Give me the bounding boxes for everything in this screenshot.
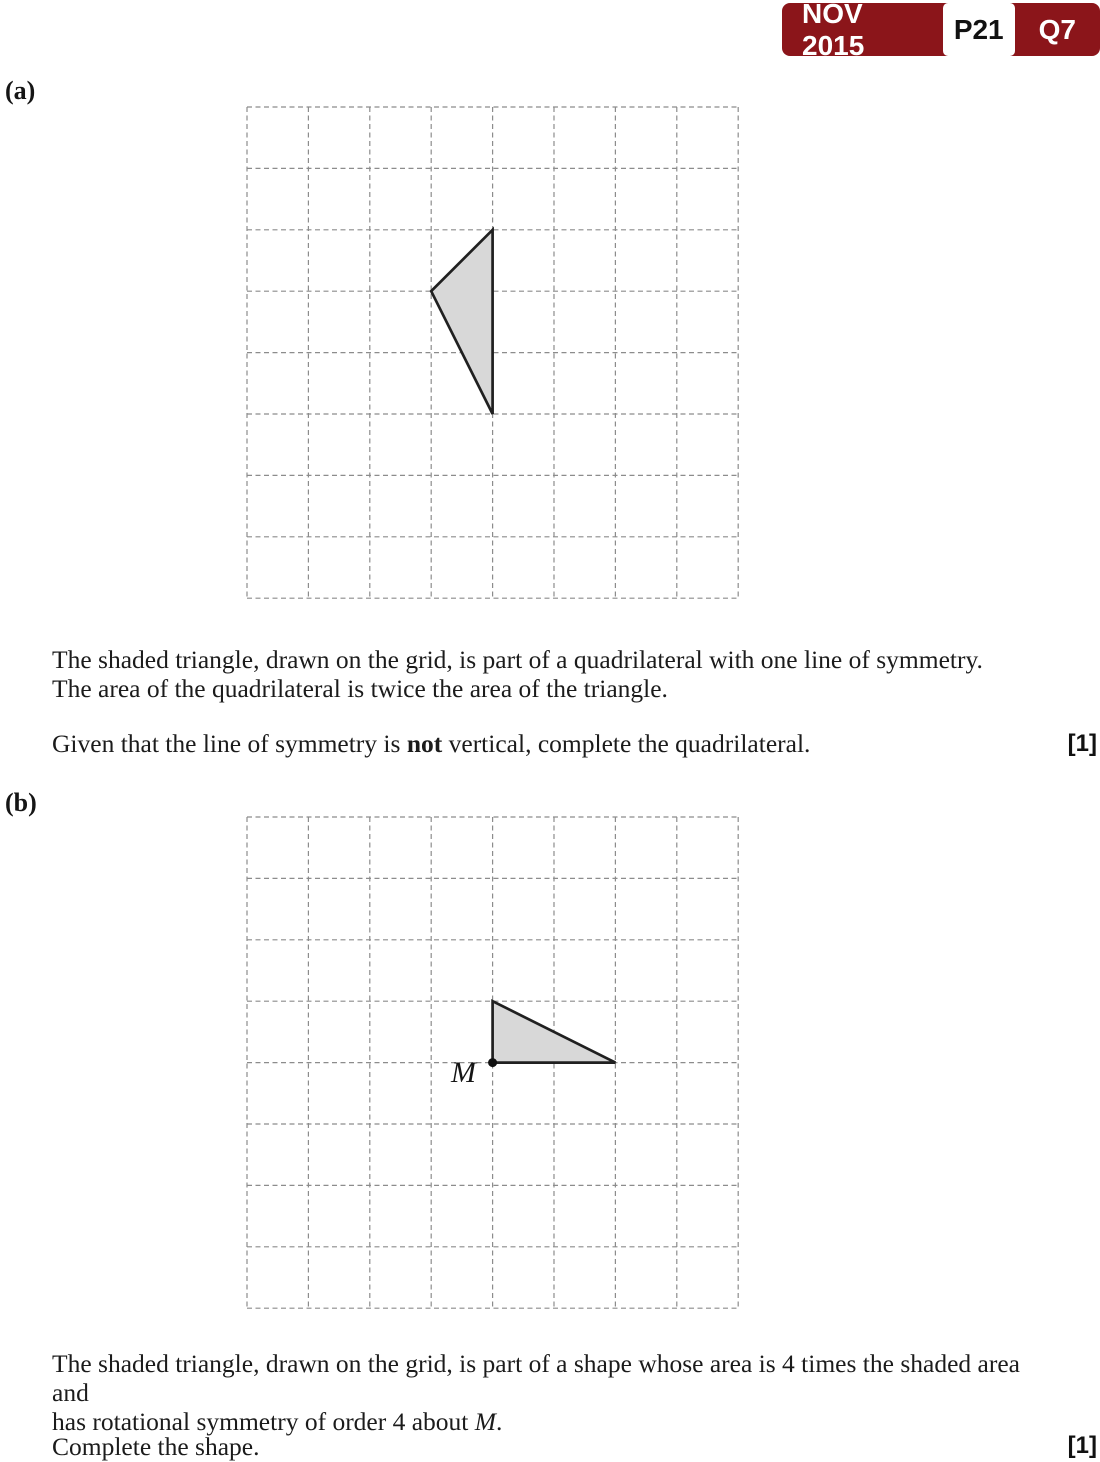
grid-a-canvas — [245, 105, 740, 600]
part-a-label: (a) — [5, 76, 36, 105]
part-a-description-line1: The shaded triangle, drawn on the grid, is part of a quadrilateral with one line of symmetry. — [52, 645, 983, 674]
badge-paper-label: P21 — [943, 3, 1015, 56]
grid-a — [245, 105, 740, 605]
part-b-description — [52, 1349, 1062, 1436]
part-b-line2-pre: has rotational symmetry of order 4 about — [52, 1407, 475, 1436]
part-b-prompt: Complete the shape. — [52, 1432, 260, 1461]
part-a-prompt-pre: Given that the line of symmetry is — [52, 729, 407, 758]
point-m-label: M — [451, 1056, 476, 1089]
part-b-mark: [1] — [1067, 1432, 1097, 1459]
badge-question-label: Q7 — [1038, 13, 1076, 45]
part-a-prompt-bold: not — [406, 729, 443, 758]
question-reference-badge — [782, 0, 1100, 61]
part-b-line2-post: . — [496, 1407, 503, 1436]
part-a-prompt — [52, 729, 952, 758]
part-b-description-line1: The shaded triangle, drawn on the grid, is part of a shape whose area is 4 times the shaded area and — [52, 1349, 1020, 1407]
part-b-label: (b) — [5, 788, 37, 817]
part-a-description — [52, 645, 992, 703]
badge-session-label: NOV 2015 — [802, 0, 865, 61]
part-a-mark: [1] — [1067, 730, 1097, 757]
part-b-line2-italic: M — [474, 1407, 497, 1436]
part-a-description-line2: The area of the quadrilateral is twice the area of the triangle. — [52, 674, 668, 703]
grid-b-canvas — [245, 815, 740, 1310]
grid-b — [245, 815, 740, 1315]
part-a-prompt-post: vertical, complete the quadrilateral. — [442, 729, 811, 758]
